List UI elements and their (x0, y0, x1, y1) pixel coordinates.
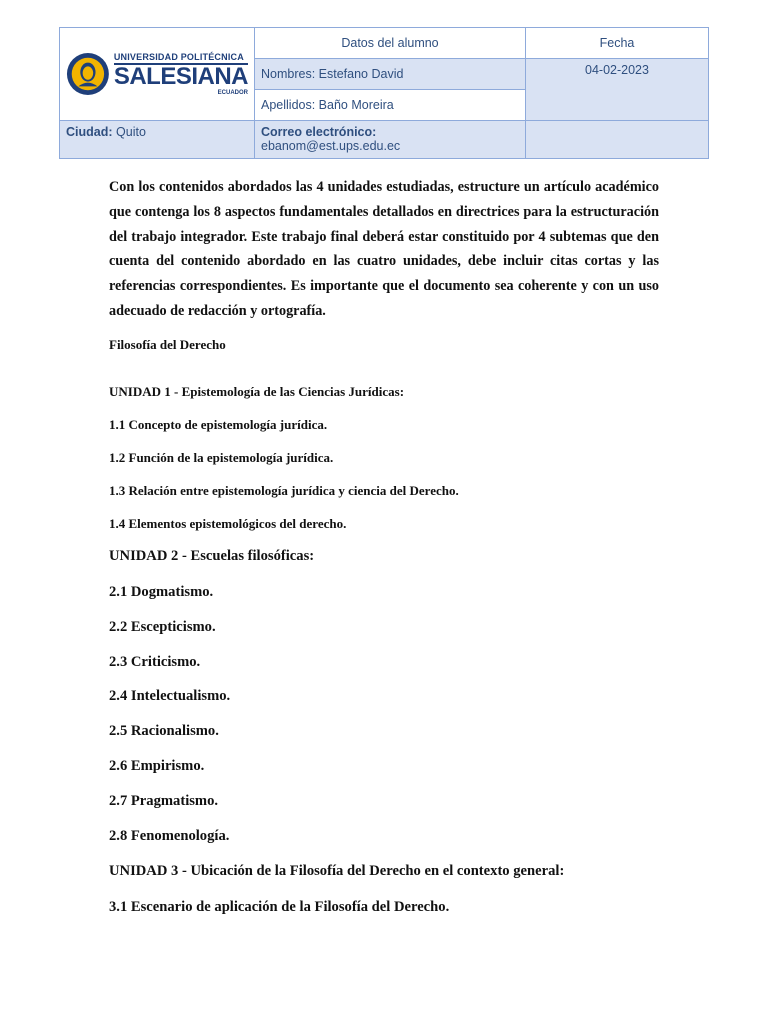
unit2-item: 2.6 Empirismo. (109, 758, 205, 774)
logo-line-2: SALESIANA (113, 62, 248, 90)
empty-cell (526, 121, 709, 159)
unit1-item: 1.1 Concepto de epistemología jurídica. (109, 417, 328, 432)
unit2-item: 2.1 Dogmatismo. (109, 584, 214, 600)
apellidos-cell: Apellidos: Baño Moreira (255, 90, 526, 121)
unit1-item: 1.3 Relación entre epistemología jurídica y ciencia del Derecho. (109, 483, 459, 498)
subject-title: Filosofía del Derecho (109, 337, 226, 352)
intro-paragraph: Con los contenidos abordados las 4 unidades estudiadas, estructure un artículo académico que contenga los 8 aspectos fundamentales detallados en directrices para la estructuración del trabajo integrador. Este trabajo final deberá estar constituido por 4 subtemas que den cuenta del contenido abordado en las cuatro unidades, debe incluir citas cortas y las referencias correspondientes. Es importante que el documento sea coherente y con un uso adecuado de redacción y ortografía. (109, 179, 659, 319)
unit2-item: 2.2 Escepticismo. (109, 619, 216, 635)
fecha-header: Fecha (526, 28, 709, 59)
unit2-title: UNIDAD 2 - Escuelas filosóficas: (109, 548, 315, 564)
unit2-item: 2.3 Criticismo. (109, 654, 201, 670)
logo-line-1: UNIVERSIDAD POLITÉCNICA (113, 51, 244, 62)
university-logo (66, 51, 248, 97)
correo-cell (255, 121, 526, 159)
university-logo-cell (60, 28, 255, 121)
ciudad-cell (60, 121, 255, 159)
unit3-item: 3.1 Escenario de aplicación de la Filosofía del Derecho. (109, 899, 450, 915)
unit2-item: 2.8 Fenomenología. (109, 828, 230, 844)
unit1-item: 1.2 Función de la epistemología jurídica. (109, 450, 334, 465)
unit2-item: 2.5 Racionalismo. (109, 723, 219, 739)
unit2-item: 2.4 Intelectualismo. (109, 688, 231, 704)
unit1-title: UNIDAD 1 - Epistemología de las Ciencias Jurídicas: (109, 384, 405, 399)
unit2-item: 2.7 Pragmatismo. (109, 793, 219, 809)
unit1-item: 1.4 Elementos epistemológicos del derecho. (109, 516, 347, 531)
ciudad-value: Quito (116, 125, 146, 139)
logo-line-3: ECUADOR (217, 89, 248, 96)
fecha-value-cell: 04-02-2023 (526, 59, 709, 121)
university-seal-icon (66, 51, 110, 97)
nombres-cell: Nombres: Estefano David (255, 59, 526, 90)
ciudad-label: Ciudad: (66, 125, 113, 139)
correo-value: ebanom@est.ups.edu.ec (261, 139, 401, 153)
student-info-table (59, 27, 708, 160)
correo-label: Correo electrónico: (261, 125, 377, 139)
datos-alumno-header: Datos del alumno (255, 28, 526, 59)
unit3-title: UNIDAD 3 - Ubicación de la Filosofía del Derecho en el contexto general: (109, 863, 565, 879)
